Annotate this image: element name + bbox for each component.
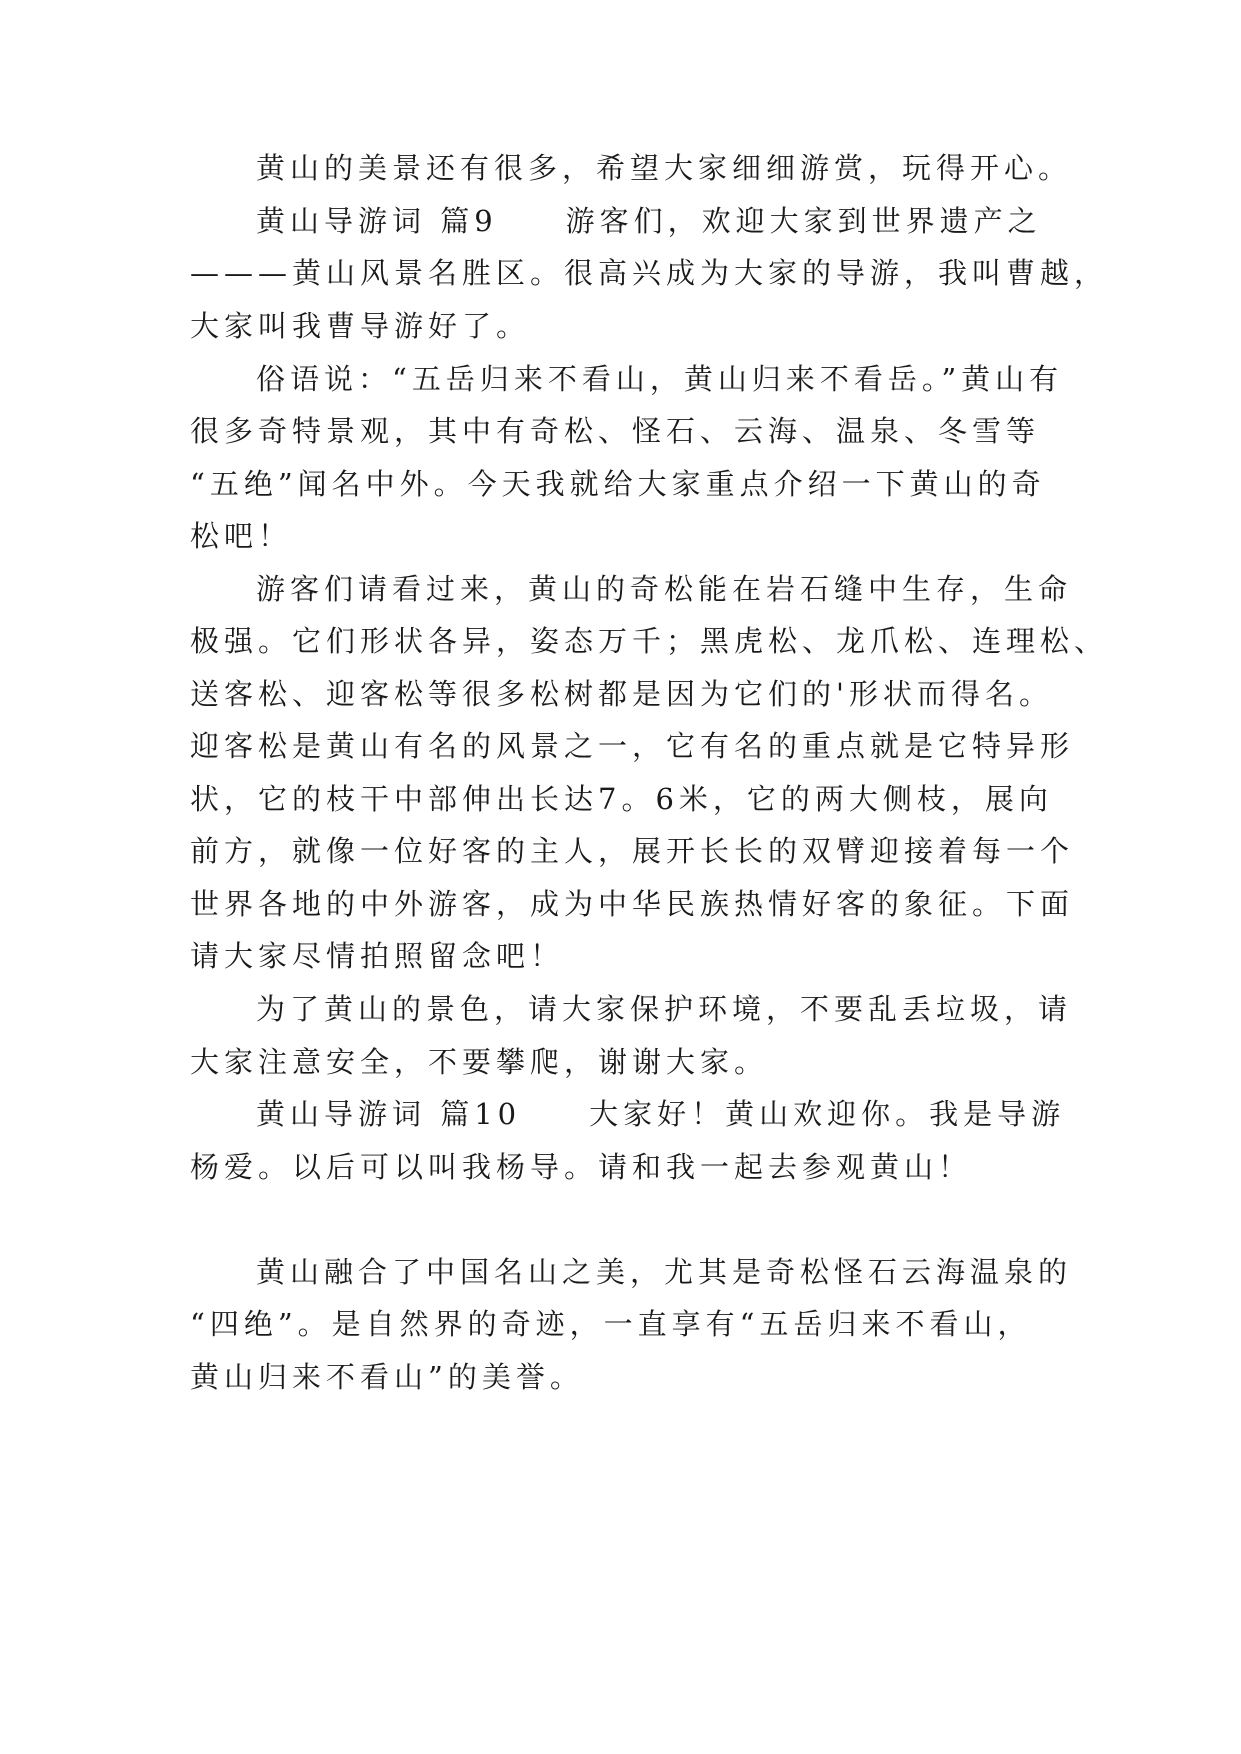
text-line: 黄山的美景还有很多，希望大家细细游赏，玩得开心。 [256, 151, 1073, 185]
text-line: 很多奇特景观，其中有奇松、怪石、云海、温泉、冬雪等 [190, 414, 1041, 448]
text-line: 为了黄山的景色，请大家保护环境，不要乱丢垃圾，请 [256, 992, 1073, 1026]
text-line: “四绝”。是自然界的奇迹，一直享有“五岳归来不看山， [190, 1307, 1032, 1341]
text-line: “五绝”闻名中外。今天我就给大家重点介绍一下黄山的奇 [190, 467, 1046, 501]
text-line: 俗语说：“五岳归来不看山，黄山归来不看岳。”黄山有 [256, 362, 1064, 396]
text-line: 前方，就像一位好客的主人，展开长长的双臂迎接着每一个 [190, 834, 1075, 868]
text-line: 黄山归来不看山”的美誉。 [190, 1360, 584, 1394]
text-line: 大家叫我曹导游好了。 [190, 309, 531, 343]
text-line: 黄山导游词 篇9 游客们，欢迎大家到世界遗产之 [256, 204, 1042, 238]
text-line: 黄山导游词 篇10 大家好！黄山欢迎你。我是导游 [256, 1097, 1066, 1131]
text-line: 松吧！ [190, 519, 293, 553]
text-line: 杨爱。以后可以叫我杨导。请和我一起去参观黄山！ [190, 1150, 973, 1184]
text-line: 黄山融合了中国名山之美，尤其是奇松怪石云海温泉的 [256, 1255, 1073, 1289]
text-line: 状，它的枝干中部伸出长达7。6米，它的两大侧枝，展向 [190, 782, 1053, 816]
text-line: 大家注意安全，不要攀爬，谢谢大家。 [190, 1045, 769, 1079]
text-line: 请大家尽情拍照留念吧！ [190, 939, 565, 973]
text-line: 游客们请看过来，黄山的奇松能在岩石缝中生存，生命 [256, 572, 1073, 606]
text-line: ———黄山风景名胜区。很高兴成为大家的导游，我叫曹越， [190, 256, 1109, 290]
text-line: 迎客松是黄山有名的风景之一，它有名的重点就是它特异形 [190, 729, 1075, 763]
text-line: 极强。它们形状各异，姿态万千；黑虎松、龙爪松、连理松、 [190, 624, 1109, 658]
text-line: 送客松、迎客松等很多松树都是因为它们的'形状而得名。 [190, 677, 1053, 711]
text-line: 世界各地的中外游客，成为中华民族热情好客的象征。下面 [190, 887, 1075, 921]
